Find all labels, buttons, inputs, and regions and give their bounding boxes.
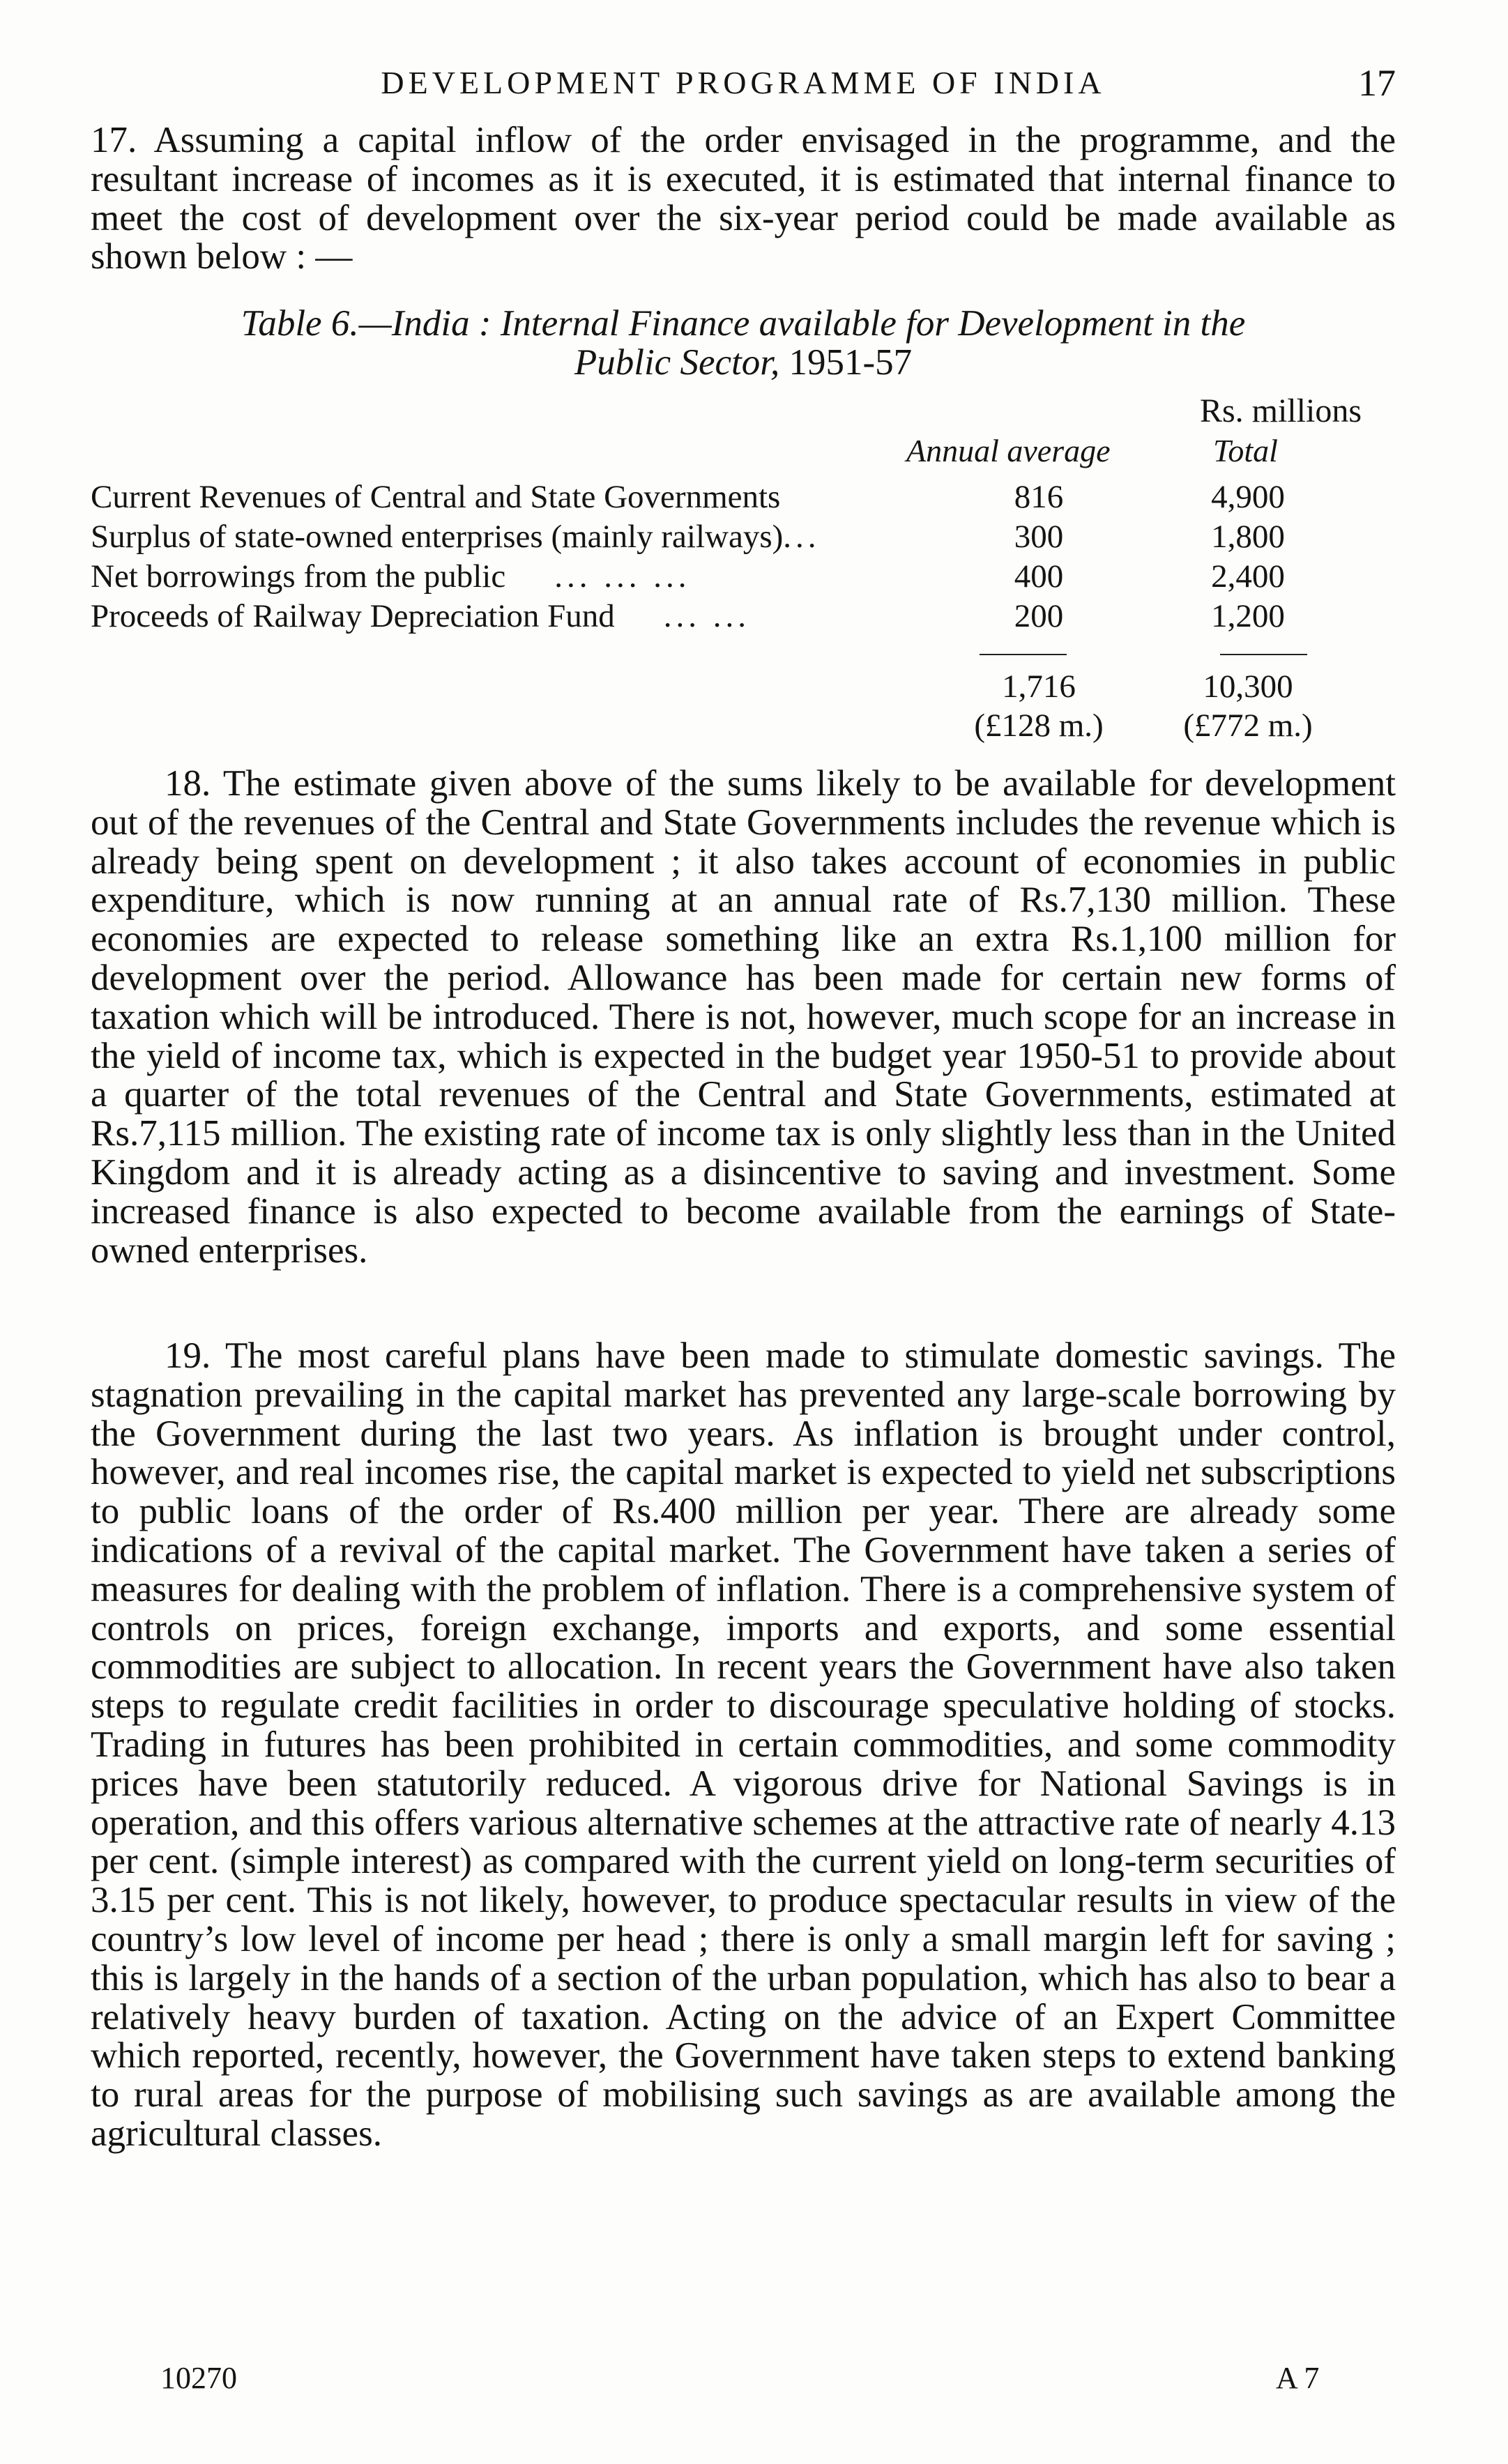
page-number: 17 — [1358, 62, 1396, 104]
sum-rule-total — [1220, 654, 1307, 655]
table-title-line-2: Public Sector, — [574, 342, 780, 383]
footer-print-code: 10270 — [160, 2361, 237, 2395]
row-label-text: Proceeds of Railway Depreciation Fund — [91, 598, 615, 634]
row-total-value: 1,200 — [1211, 598, 1285, 634]
paragraph-17: 17. Assuming a capital inflow of the order envisaged in the programme, and the resultant increase of incomes as it is executed, it is estimated that internal finance to meet the cost of development over the six-year period could be made available as shown below : — — [91, 120, 1396, 277]
row-total-value: 1,800 — [1211, 519, 1285, 555]
row-label-text: Current Revenues of Central and State Governments — [91, 479, 781, 515]
sum-annual: 1,716 — [1002, 668, 1076, 705]
row-leader-dots: ... ... — [663, 598, 751, 634]
sum-total: 10,300 — [1203, 668, 1293, 705]
column-header-total: Total — [1213, 433, 1278, 468]
row-leader-dots: ... ... ... — [554, 558, 691, 595]
sum-annual-sterling: (£128 m.) — [974, 707, 1104, 744]
table-title-line-1: Table 6.—India : Internal Finance available for Development in the — [241, 303, 1246, 344]
sum-total-sterling: (£772 m.) — [1183, 707, 1313, 744]
row-annual-value: 400 — [1014, 558, 1064, 595]
row-annual-value: 816 — [1014, 479, 1064, 515]
paragraph-18: 18. The estimate given above of the sums likely to be available for development out of the revenues of the Central and State Governments includes the revenue which is already being spent on development ; it also takes account of economies in public expenditure, which is now running at an annual rate of Rs.7,130 million. These economies are expected to release something like an extra Rs.1,100 million for development over the period. Allowance has been made for certain new forms of taxation which will be introduced. There is not, however, much scope for an increase in the yield of income tax, which is expected in the budget year 1950-51 to provide about a quarter of the total revenues of the Central and State Governments, estimated at Rs.7,115 million. The existing rate of income tax is only slightly less than in the United Kingdom and it is already acting as a disincentive to saving and investment. Some increased finance is also expected to become available from the earnings of State-owned enterprises. — [91, 763, 1396, 1271]
row-label-text: Surplus of state-owned enterprises (mainly railways) — [91, 519, 784, 555]
table-row-label — [91, 518, 821, 556]
table-title-years: 1951-57 — [779, 342, 913, 383]
row-total-value: 2,400 — [1211, 558, 1285, 595]
column-header-annual-average: Annual average — [906, 433, 1111, 468]
row-leader-dots: ... — [783, 519, 821, 555]
row-annual-value: 300 — [1014, 519, 1064, 555]
table-row-label — [91, 597, 750, 635]
paragraph-19: 19. The most careful plans have been made to stimulate domestic savings. The stagnation prevailing in the capital market has prevented any large-scale borrowing by the Government during the last two years. As inflation is brought under control, however, and real incomes rise, the capital market is expected to yield net subscriptions to public loans of the order of Rs.400 million per year. There are already some indications of a revival of the capital market. The Government have taken a series of measures for dealing with the problem of inflation. There is a comprehensive system of controls on prices, foreign exchange, imports and exports, and some essential commodities are subject to allocation. In recent years the Government have also taken steps to regulate credit facilities in order to discourage speculative holding of stocks. Trading in futures has been prohibited in certain commodities, and some commodity prices have been statutorily reduced. A vigorous drive for National Savings is in operation, and this offers various alternative schemes at the attractive rate of nearly 4.13 per cent. (simple interest) as compared with the current yield on long-term securities of 3.15 per cent. This is not likely, however, to produce spectacular results in view of the country’s low level of income per head ; there is only a small margin left for saving ; this is largely in the hands of a section of the urban population, which has also to bear a relatively heavy burden of taxation. Acting on the advice of an Expert Committee which reported, recently, however, the Government have taken steps to extend banking to rural areas for the purpose of mobilising such savings as are available among the agricultural classes. — [91, 1336, 1396, 2154]
table-row-label — [91, 558, 690, 595]
table-row-label — [91, 478, 780, 516]
page-header — [91, 59, 1396, 107]
row-annual-value: 200 — [1014, 598, 1064, 634]
row-label-text: Net borrowings from the public — [91, 558, 506, 595]
row-total-value: 4,900 — [1211, 479, 1285, 515]
table-title — [91, 304, 1396, 382]
table-unit: Rs. millions — [1199, 392, 1362, 429]
running-head: DEVELOPMENT PROGRAMME OF INDIA — [381, 65, 1106, 100]
sum-rule-annual — [980, 654, 1067, 655]
footer-signature-mark: A 7 — [1276, 2361, 1320, 2395]
